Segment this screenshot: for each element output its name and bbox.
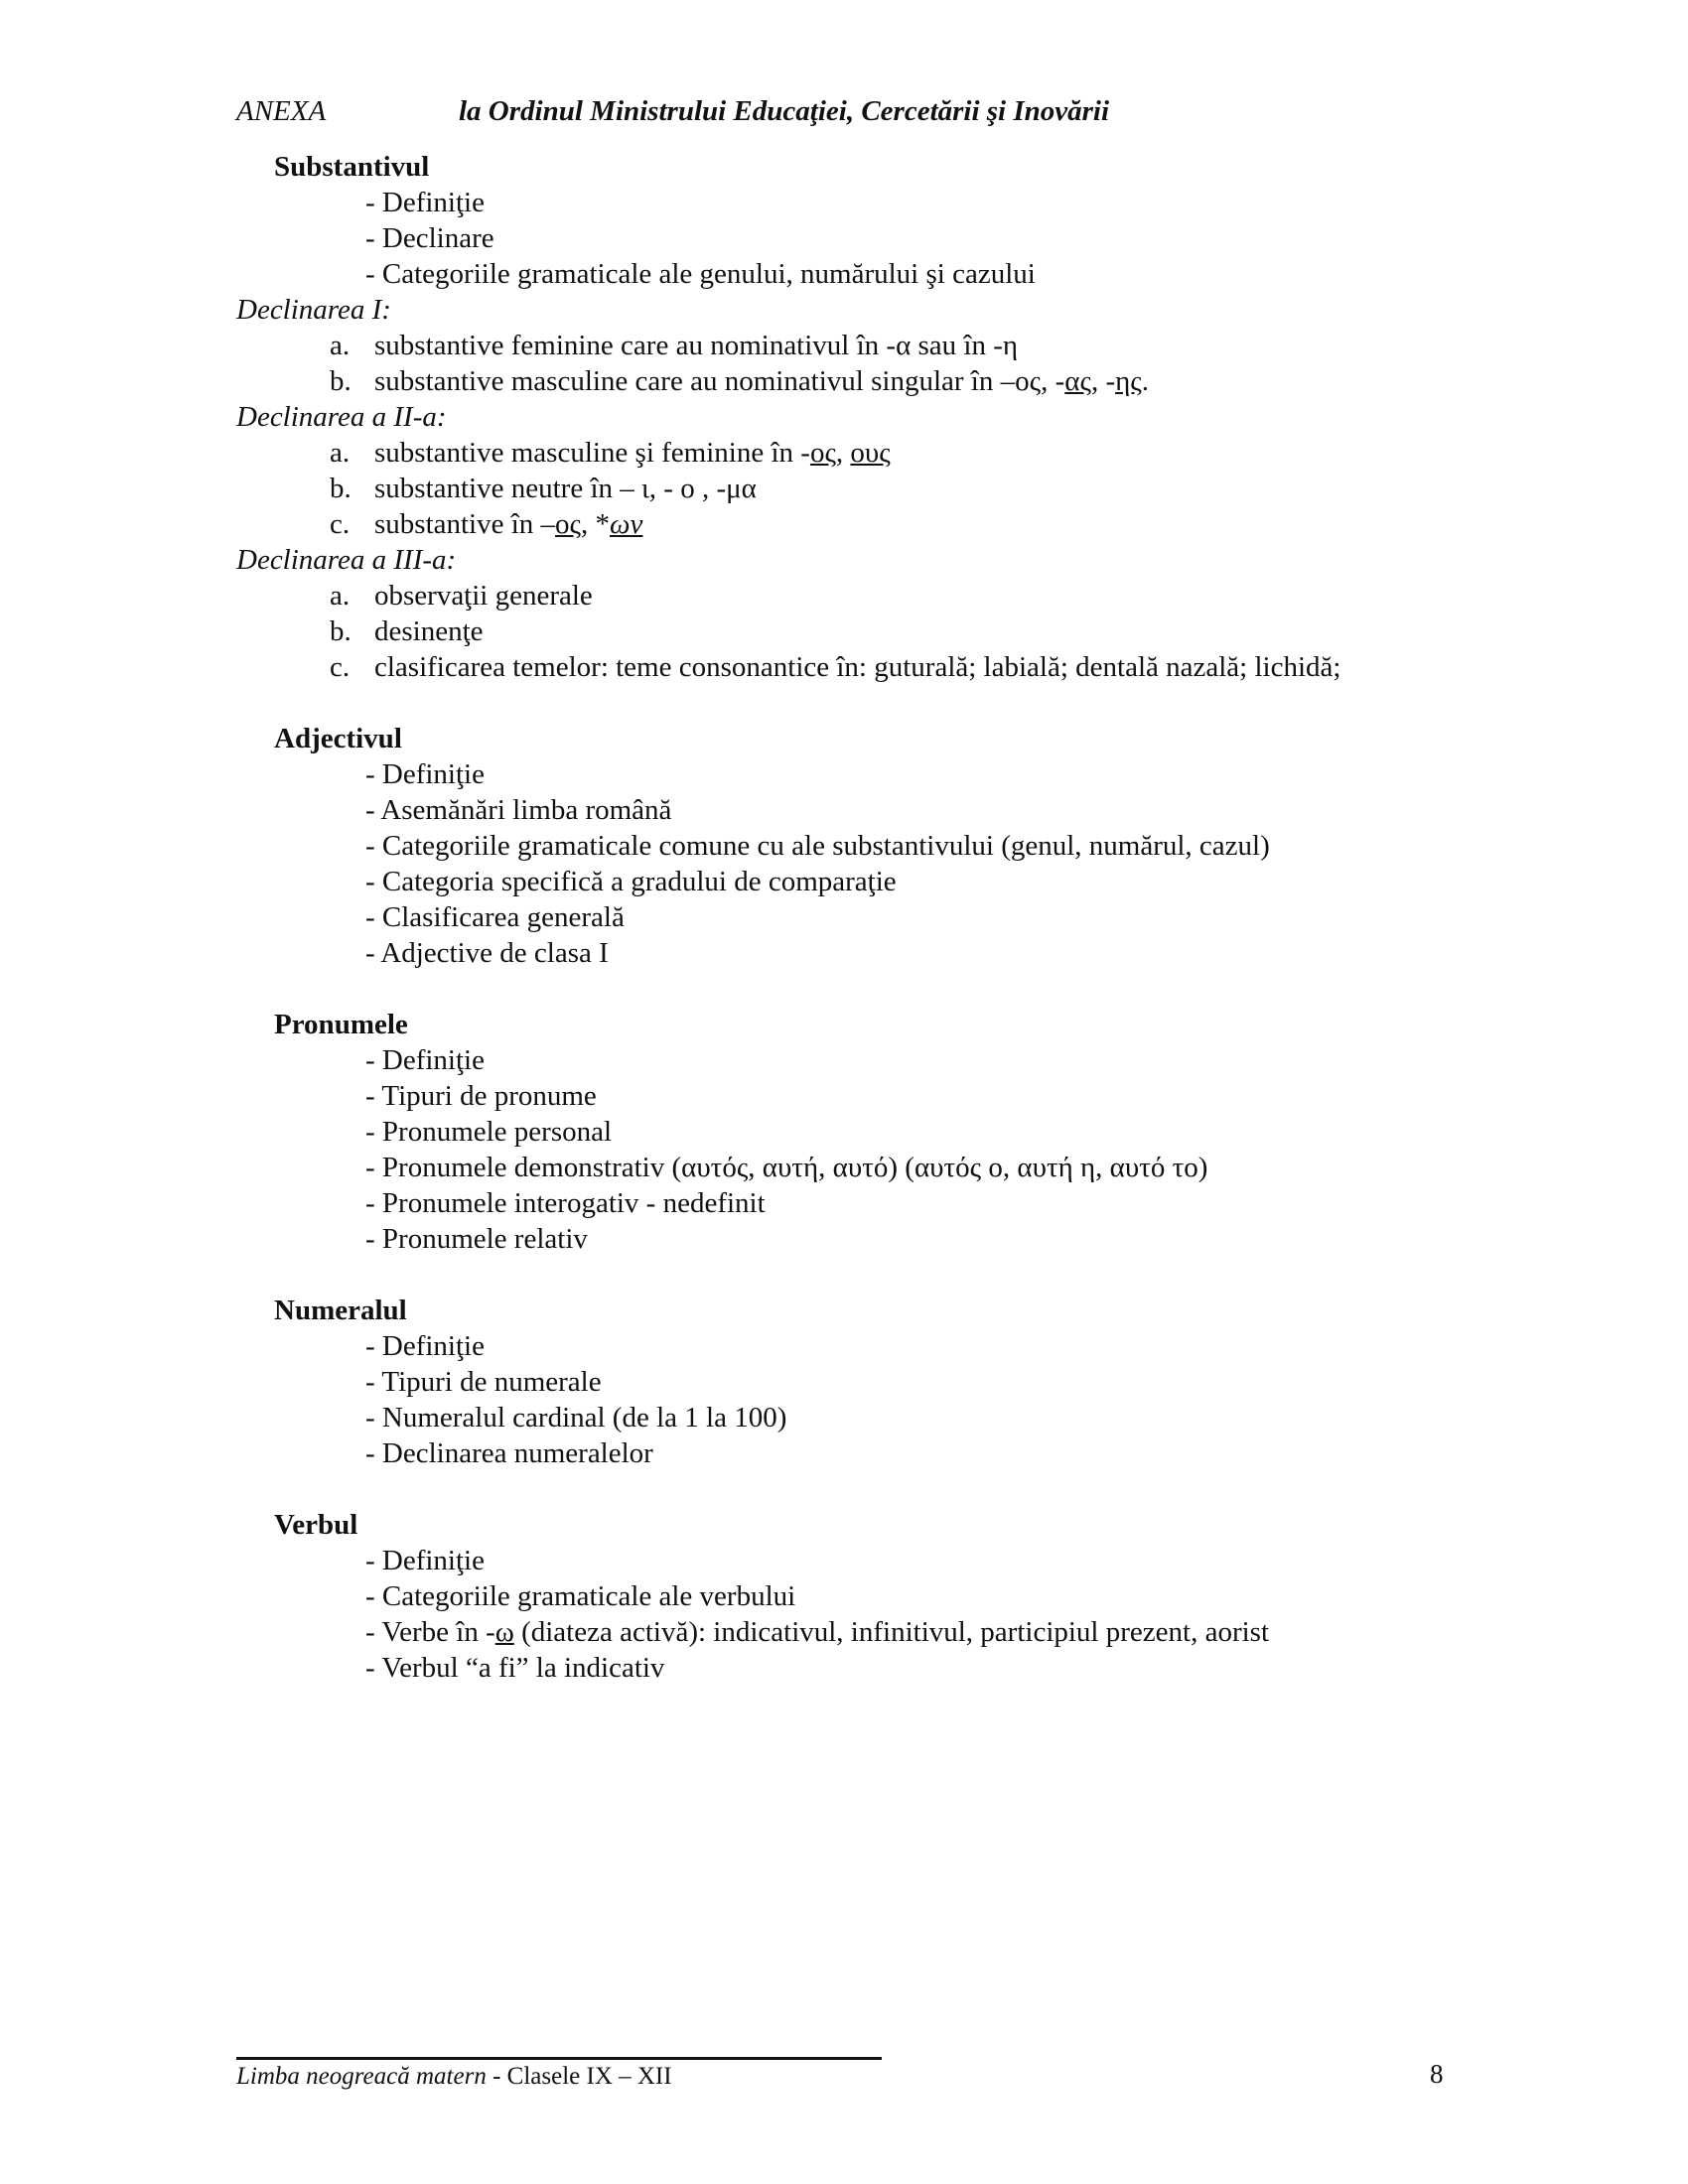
list-item: - Verbul “a fi” la indicativ (365, 1652, 665, 1684)
list-item (330, 471, 1527, 506)
underlined-ending: ος, (555, 508, 589, 540)
list-marker: b. (330, 473, 352, 504)
list-item: - Definiţie (365, 1545, 485, 1576)
list-item: - Tipuri de numerale (365, 1366, 602, 1398)
list-item: - Declinare (365, 222, 494, 254)
list-item (330, 649, 1527, 685)
list-marker: c. (330, 651, 351, 683)
list-item: - Adjective de clasa I (365, 937, 609, 969)
list-item: - Categoriile gramaticale comune cu ale substantivului (genul, numărul, cazul) (365, 830, 1270, 862)
list-marker: a. (330, 437, 351, 469)
list-item (330, 578, 1527, 614)
declension-2-title: Declinarea a II-a: (236, 401, 447, 433)
declension-3-title: Declinarea a III-a: (236, 544, 457, 576)
spacer (236, 1257, 1527, 1293)
section-title-numeralul: Numeralul (274, 1295, 407, 1326)
section-title-adjectivul: Adjectivul (274, 723, 402, 754)
text-segment: . (1141, 365, 1150, 397)
footer-subject: Limba neogreacă matern (236, 2063, 487, 2090)
list-text: observaţii generale (374, 580, 593, 612)
text-segment: - Verbe în - (365, 1616, 495, 1648)
underlined-ending: ος (809, 437, 836, 469)
header-anexa: ANEXA (236, 95, 327, 127)
list-item: - Numeralul cardinal (de la 1 la 100) (365, 1402, 787, 1433)
underlined-ending: ας (1064, 365, 1091, 397)
document-body (236, 149, 1527, 1686)
text-segment: substantive în – (374, 508, 556, 540)
list-text: substantive feminine care au nominativul în -α sau în -η (374, 330, 1019, 361)
list-item: - Clasificarea generală (365, 901, 625, 933)
list-item: - Categoria specifică a gradului de comparaţie (365, 866, 897, 897)
list-text (374, 435, 891, 471)
list-marker: a. (330, 330, 351, 361)
list-item: - Categoriile gramaticale ale genului, numărului şi cazului (365, 258, 1036, 290)
list-item (330, 363, 1527, 399)
list-item: - Pronumele personal (365, 1116, 613, 1148)
list-item (330, 614, 1527, 649)
section-title-pronumele: Pronumele (274, 1009, 408, 1040)
list-text (374, 363, 1149, 399)
list-marker: b. (330, 365, 352, 397)
list-item: - Tipuri de pronume (365, 1080, 597, 1112)
list-marker: a. (330, 580, 351, 612)
declension-1-title: Declinarea I: (236, 294, 391, 326)
list-marker: c. (330, 508, 351, 540)
section-title-substantivul: Substantivul (274, 151, 430, 183)
text-segment: substantive masculine care au nominativul singular în –ος, - (374, 365, 1065, 397)
page-number: 8 (1430, 2059, 1444, 2089)
footer-divider (236, 2057, 882, 2060)
list-item: - Definiţie (365, 758, 485, 790)
list-item (330, 506, 1527, 542)
list-item: - Declinarea numeralelor (365, 1437, 653, 1469)
footer-classes: - Clasele IX – XII (486, 2063, 672, 2090)
list-item (365, 1614, 1527, 1650)
text-segment: (diateza activă): indicativul, infinitivul, participiul prezent, aorist (513, 1616, 1270, 1648)
spacer (236, 971, 1527, 1007)
list-item: - Pronumele demonstrativ (αυτός, αυτή, αυτό) (αυτός ο, αυτή η, αυτό το) (365, 1152, 1208, 1183)
list-item: - Pronumele interogativ - nedefinit (365, 1187, 766, 1219)
text-segment: , - (1090, 365, 1116, 397)
header-title: la Ordinul Ministrului Educaţiei, Cercetării şi Inovării (459, 95, 1110, 127)
text-segment: * (588, 508, 611, 540)
list-item: - Pronumele relativ (365, 1223, 588, 1255)
list-text: substantive neutre în – ι, - ο , -μα (374, 473, 757, 504)
list-item: - Definiţie (365, 1330, 485, 1362)
list-item: - Categoriile gramaticale ale verbului (365, 1580, 796, 1612)
list-item (330, 435, 1527, 471)
underlined-ending: ων (610, 508, 643, 540)
list-item: - Definiţie (365, 187, 485, 218)
spacer (236, 685, 1527, 721)
underlined-ending: ω (494, 1616, 514, 1648)
list-item: - Definiţie (365, 1044, 485, 1076)
list-marker: b. (330, 615, 352, 647)
list-item: - Asemănări limba română (365, 794, 672, 826)
list-text (374, 506, 642, 542)
text-segment: substantive masculine şi feminine în - (374, 437, 810, 469)
spacer (236, 1471, 1527, 1507)
page-footer (236, 2063, 672, 2091)
underlined-ending: ους (850, 437, 891, 469)
list-text: clasificarea temelor: teme consonantice în: guturală; labială; dentală nazală; lichidă; (374, 651, 1341, 683)
section-title-verbul: Verbul (274, 1509, 358, 1541)
list-item (330, 328, 1527, 363)
underlined-ending: ης (1115, 365, 1142, 397)
text-segment: , (835, 437, 851, 469)
list-text: desinenţe (374, 615, 484, 647)
page-header (236, 95, 1109, 128)
